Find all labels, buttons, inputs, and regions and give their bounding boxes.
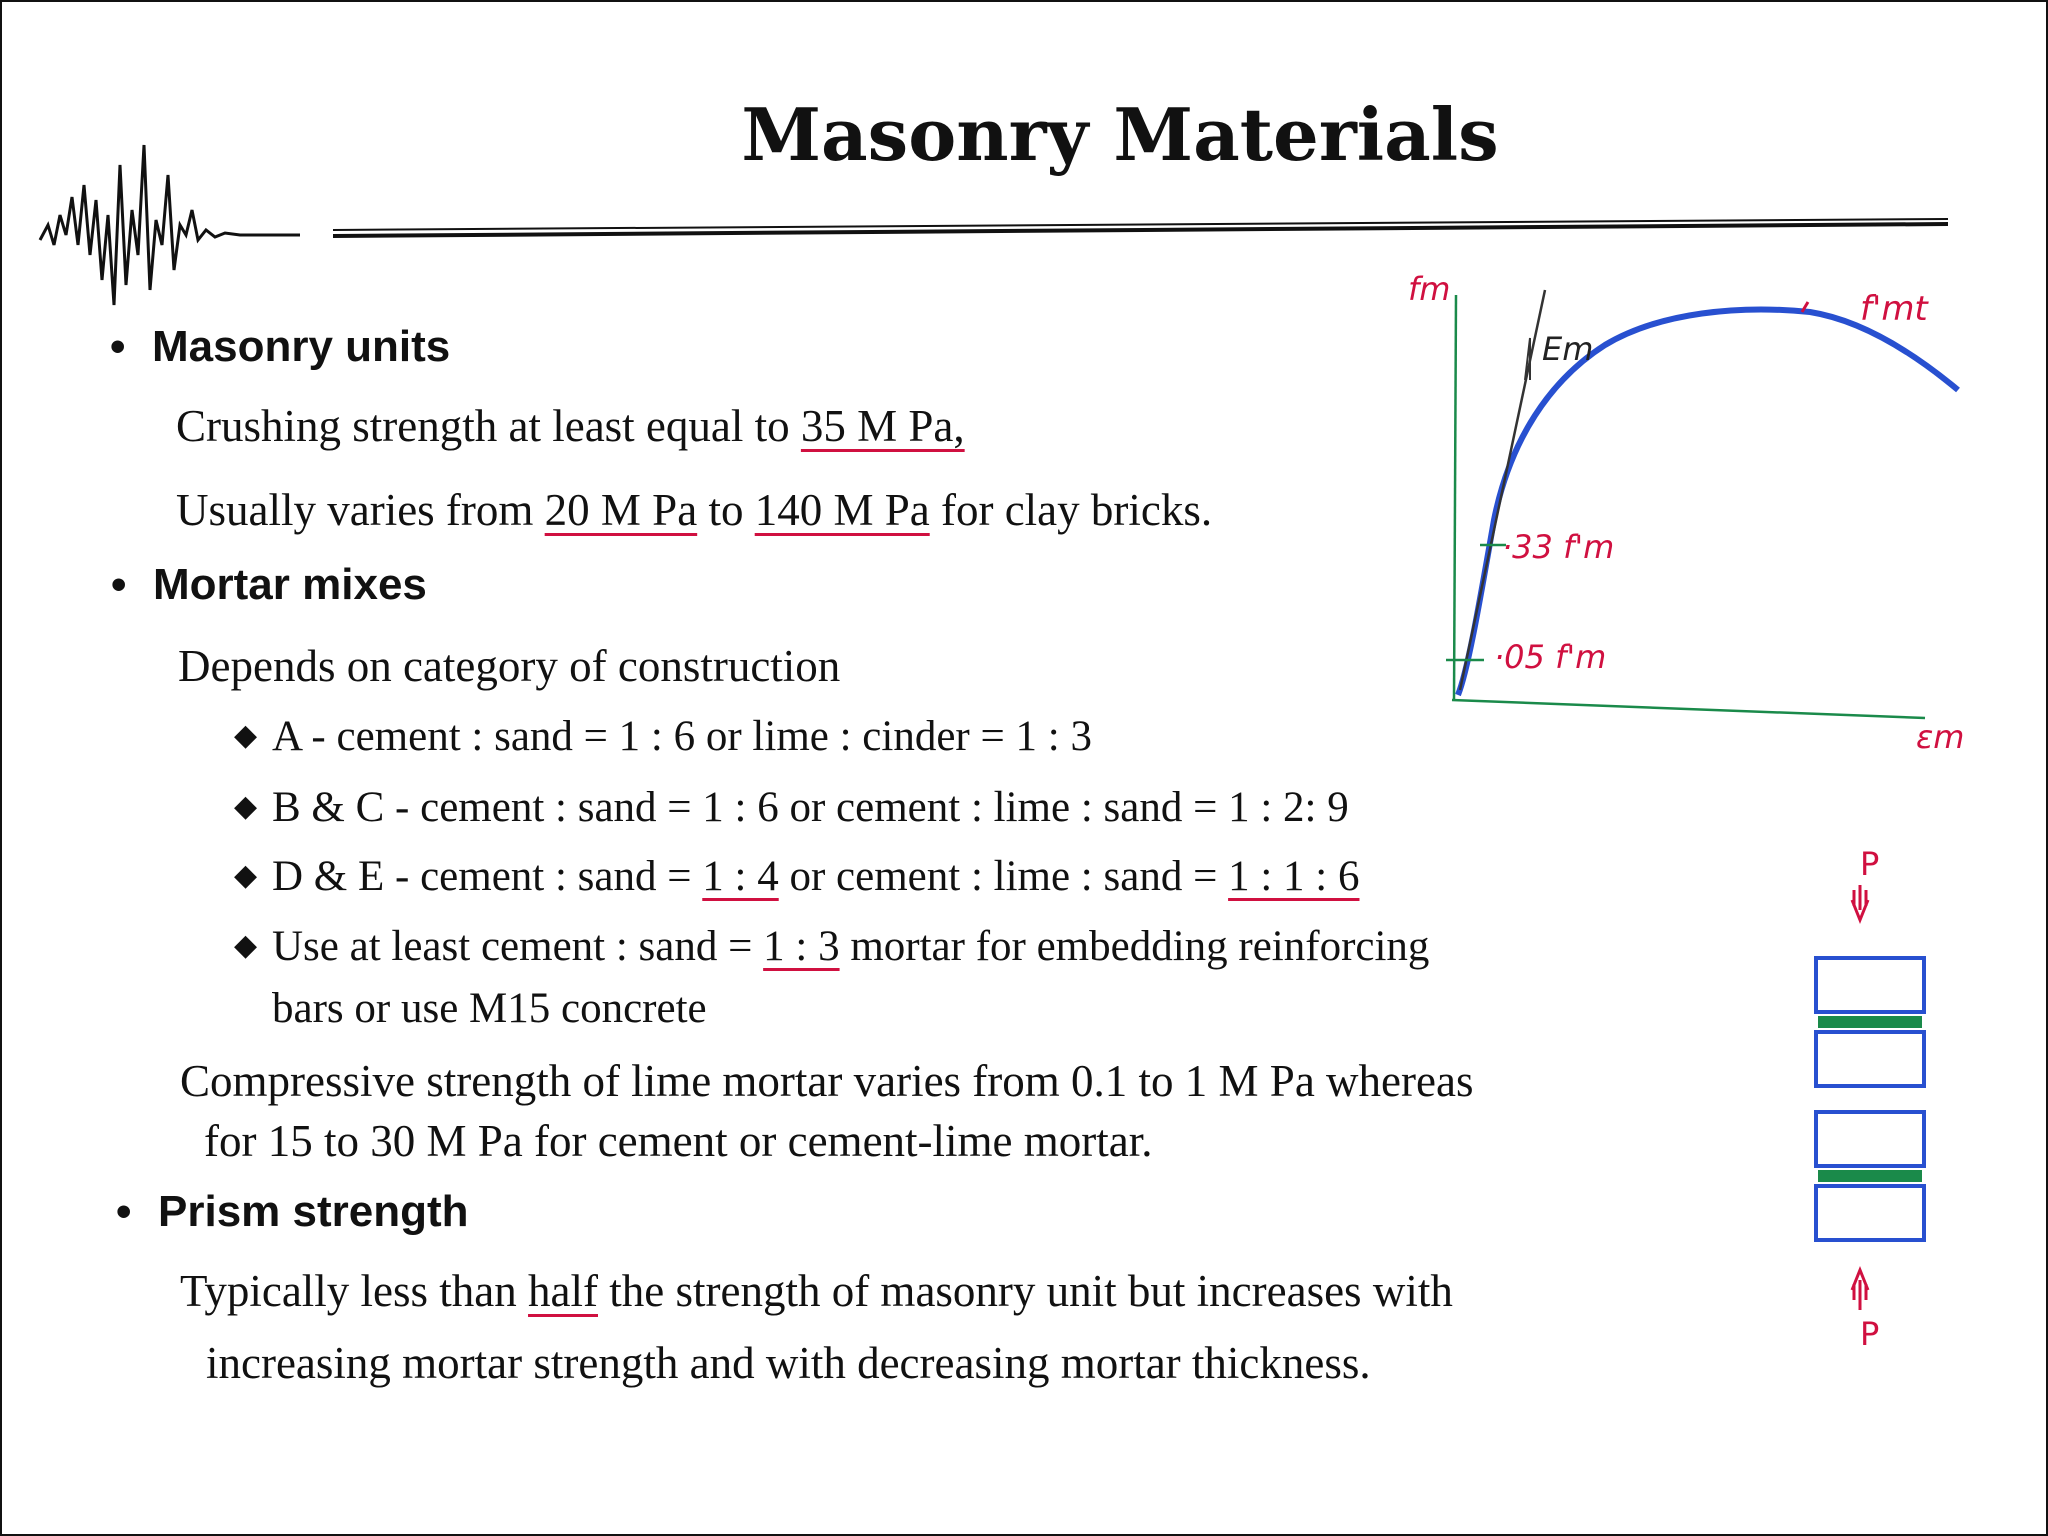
title-rule bbox=[333, 220, 1953, 240]
diamond-bullet-icon: ◆ bbox=[234, 719, 258, 752]
sketch-x-axis bbox=[1452, 700, 1925, 718]
sketch-mark2-label: ·05 f'm bbox=[1494, 638, 1607, 676]
sketch-y-label: fm bbox=[1408, 270, 1451, 308]
diamond-bullet-icon: ◆ bbox=[234, 859, 258, 892]
diamond-bullet-icon: ◆ bbox=[234, 790, 258, 823]
brick-1 bbox=[1816, 958, 1924, 1012]
mix-item-a: ◆ A - cement : sand = 1 : 6 or lime : cinder = 1 : 3 bbox=[234, 713, 1092, 760]
mix-item-reinforcing-cont: bars or use M15 concrete bbox=[272, 985, 707, 1032]
tangent-line bbox=[1460, 290, 1545, 690]
brick-3 bbox=[1816, 1112, 1924, 1166]
brick-2 bbox=[1816, 1032, 1924, 1086]
sketch-mark1-label: ·33 f'm bbox=[1502, 528, 1615, 566]
brick-4 bbox=[1816, 1186, 1924, 1240]
load-arrow-bottom-icon bbox=[1852, 1270, 1868, 1310]
sketch-y-axis bbox=[1454, 295, 1456, 700]
load-label-bottom: P bbox=[1860, 1315, 1880, 1353]
diamond-bullet-icon: ◆ bbox=[234, 929, 258, 962]
sketch-x-label: εm bbox=[1916, 718, 1965, 756]
mix-item-bc: ◆ B & C - cement : sand = 1 : 6 or cement : lime : sand = 1 : 2: 9 bbox=[234, 784, 1349, 831]
stress-strain-sketch bbox=[1390, 270, 1990, 770]
bullet-dot-icon: • bbox=[111, 560, 127, 609]
prism-line-1: Typically less than half the strength of masonry unit but increases with bbox=[180, 1266, 1453, 1316]
compressive-strength-line-1: Compressive strength of lime mortar varies from 0.1 to 1 M Pa whereas bbox=[180, 1056, 1474, 1106]
prism-line-2: increasing mortar strength and with decreasing mortar thickness. bbox=[206, 1338, 1371, 1388]
slide-title: Masonry Materials bbox=[741, 92, 1499, 177]
crushing-strength-line: Crushing strength at least equal to 35 M Pa, bbox=[176, 401, 965, 451]
bullet-dot-icon: • bbox=[110, 322, 126, 371]
sketch-peak-label: f'mt bbox=[1860, 289, 1928, 329]
mortar-1 bbox=[1818, 1016, 1922, 1028]
category-intro: Depends on category of construction bbox=[178, 641, 841, 691]
mix-item-reinforcing: ◆ Use at least cement : sand = 1 : 3 mortar for embedding reinforcing bbox=[234, 923, 1430, 970]
load-label-top: P bbox=[1860, 845, 1880, 883]
prism-sketch bbox=[1780, 840, 1950, 1360]
heading-prism-strength: • Prism strength bbox=[116, 1187, 469, 1236]
sketch-slope-label: Em bbox=[1542, 330, 1594, 368]
load-arrow-top-icon bbox=[1852, 885, 1868, 920]
mix-item-de: ◆ D & E - cement : sand = 1 : 4 or cement : lime : sand = 1 : 1 : 6 bbox=[234, 853, 1360, 900]
range-line: Usually varies from 20 M Pa to 140 M Pa for clay bricks. bbox=[176, 485, 1213, 535]
bullet-dot-icon: • bbox=[116, 1187, 132, 1236]
compressive-strength-line-2: for 15 to 30 M Pa for cement or cement-lime mortar. bbox=[204, 1116, 1153, 1166]
heading-masonry-units: • Masonry units bbox=[110, 322, 451, 371]
mortar-2 bbox=[1818, 1170, 1922, 1182]
heading-mortar-mixes: • Mortar mixes bbox=[111, 560, 427, 609]
